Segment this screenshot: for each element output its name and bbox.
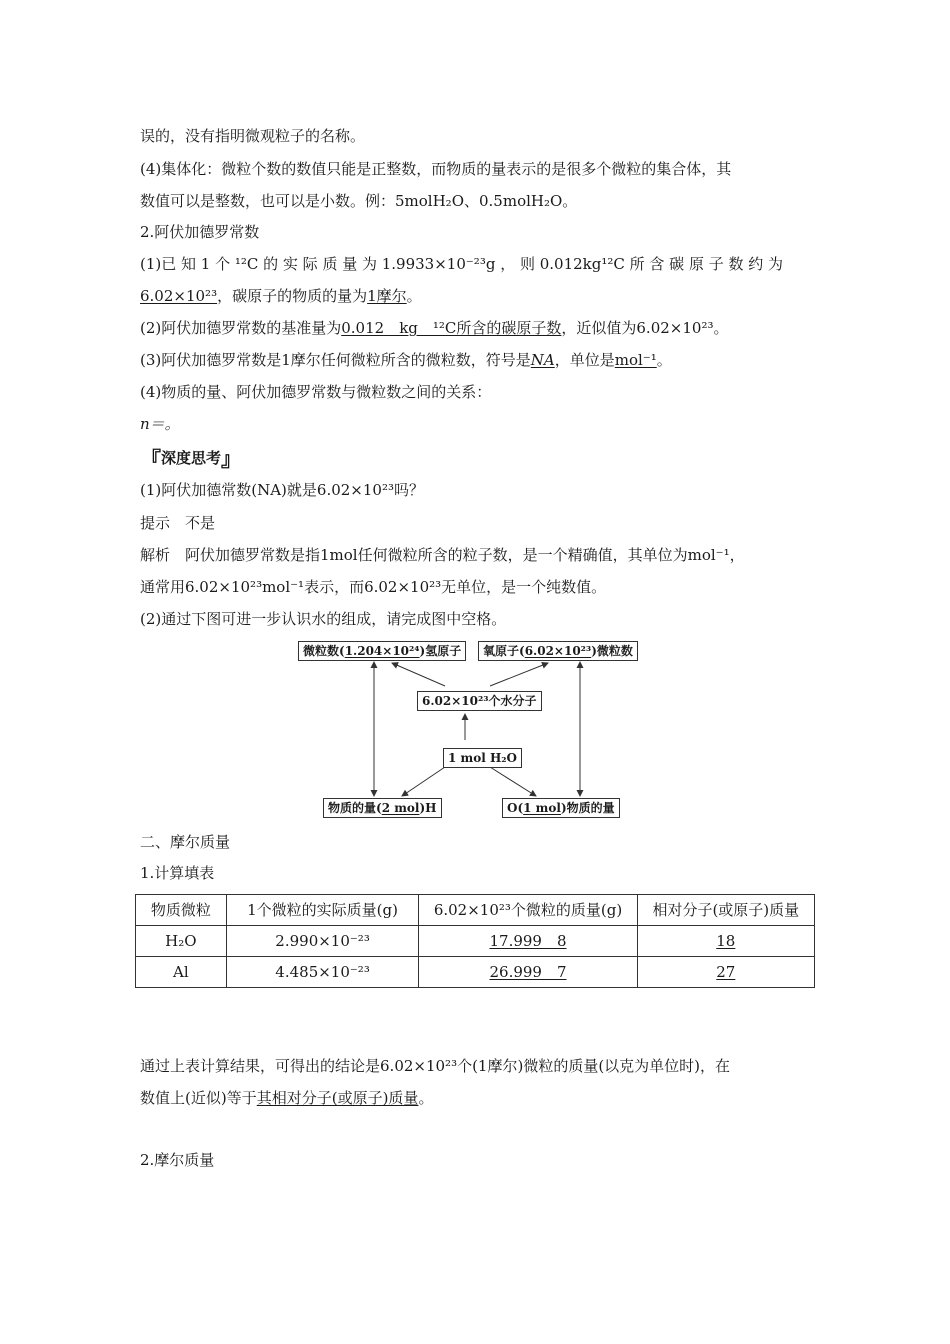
table-cell xyxy=(419,926,637,957)
table-cell xyxy=(419,957,637,988)
diagram-arrows xyxy=(290,638,660,822)
answer-blank: NA xyxy=(530,351,555,369)
water-composition-diagram xyxy=(290,638,660,822)
answer-blank: 17.999 8 xyxy=(489,932,567,950)
hydrogen-atom-count-box xyxy=(298,641,466,661)
subsection-heading: 1.计算填表 xyxy=(140,864,215,882)
box-text: )物质的量 xyxy=(560,801,615,815)
paragraph-line xyxy=(140,318,728,338)
analysis-line: 解析 阿伏加德罗常数是指1mol任何微粒所含的粒子数，是一个精确值，其单位为mol⁻¹， xyxy=(140,546,745,564)
paragraph-line: 误的，没有指明微观粒子的名称。 xyxy=(140,127,366,145)
text-run: (3)阿伏加德罗常数是1摩尔任何微粒所含的微粒数，符号是 xyxy=(140,351,531,369)
answer-blank: 2 mol xyxy=(381,801,420,815)
box-text: )微粒数 xyxy=(591,644,633,658)
formula-line: n＝。 xyxy=(140,415,180,433)
table-cell: H₂O xyxy=(136,926,227,957)
subsection-heading: 2.摩尔质量 xyxy=(140,1151,215,1169)
text-run: (2)阿伏加德罗常数的基准量为 xyxy=(140,319,342,337)
hydrogen-amount-box xyxy=(323,798,442,818)
answer-blank: 1 mol xyxy=(523,801,561,815)
paragraph-line: (4)集体化：微粒个数的数值只能是正整数，而物质的量表示的是很多个微粒的集合体，其 xyxy=(140,160,732,178)
text-run: 。 xyxy=(418,1089,434,1107)
table-header-cell: 物质微粒 xyxy=(136,895,227,926)
answer-blank: 27 xyxy=(716,963,736,981)
calculation-table xyxy=(135,894,815,988)
paragraph-line: 通过上表计算结果，可得出的结论是6.02×10²³个(1摩尔)微粒的质量(以克为单位时)，在 xyxy=(140,1057,731,1075)
answer-blank: mol⁻¹ xyxy=(614,351,657,369)
question-line: (2)通过下图可进一步认识水的组成，请完成图中空格。 xyxy=(140,610,507,628)
text-run: ，近似值为6.02×10²³。 xyxy=(561,319,729,337)
text-run: 。 xyxy=(656,351,672,369)
paragraph-line xyxy=(140,286,422,306)
table-row xyxy=(136,926,815,957)
table-header-cell: 6.02×10²³个微粒的质量(g) xyxy=(419,895,637,926)
analysis-line: 通常用6.02×10²³mol⁻¹表示，而6.02×10²³无单位，是一个纯数值。 xyxy=(140,578,607,596)
answer-blank: 6.02×10²³ xyxy=(524,644,592,658)
text-run: ，单位是 xyxy=(554,351,615,369)
left-bracket-icon: 『 xyxy=(141,446,161,471)
answer-blank: 6.02×10²³ xyxy=(140,287,218,305)
section-heading: 二、摩尔质量 xyxy=(140,833,231,851)
right-bracket-icon: 』 xyxy=(221,446,242,471)
table-header-cell: 相对分子(或原子)质量 xyxy=(637,895,814,926)
paragraph-line: (4)物质的量、阿伏加德罗常数与微粒数之间的关系： xyxy=(140,383,492,401)
box-text: O( xyxy=(507,801,524,815)
deep-thinking-tag xyxy=(141,445,241,469)
oxygen-amount-box xyxy=(502,798,620,818)
table-cell: 4.485×10⁻²³ xyxy=(226,957,419,988)
text-run: ，碳原子的物质的量为 xyxy=(217,287,368,305)
one-mol-water-box: 1 mol H₂O xyxy=(443,748,522,768)
text-run: 。 xyxy=(406,287,422,305)
tag-title: 深度思考 xyxy=(161,448,222,467)
box-text: 微粒数( xyxy=(303,644,345,658)
answer-blank: 26.999 7 xyxy=(489,963,567,981)
water-molecules-box: 6.02×10²³个水分子 xyxy=(417,691,542,711)
question-line: (1)阿伏加德常数(NA)就是6.02×10²³吗？ xyxy=(140,481,424,499)
box-text: 物质的量( xyxy=(328,801,382,815)
table-cell: Al xyxy=(136,957,227,988)
answer-blank: 1摩尔 xyxy=(367,287,407,305)
answer-blank: 其相对分子(或原子)质量 xyxy=(256,1089,419,1107)
paragraph-line xyxy=(140,1088,433,1108)
answer-blank: 0.012 kg ¹²C所含的碳原子数 xyxy=(341,319,562,337)
hint-line: 提示 不是 xyxy=(140,514,216,532)
table-header-cell: 1个微粒的实际质量(g) xyxy=(226,895,419,926)
paragraph-line xyxy=(140,350,672,370)
table-header-row xyxy=(136,895,815,926)
section-heading: 2.阿伏加德罗常数 xyxy=(140,223,260,241)
paragraph-line: 数值可以是整数，也可以是小数。例：5molH₂O、0.5molH₂O。 xyxy=(140,192,578,210)
answer-blank: 1.204×10²⁴ xyxy=(344,644,420,658)
box-text: 氧原子( xyxy=(483,644,525,658)
table-row xyxy=(136,957,815,988)
table-cell: 2.990×10⁻²³ xyxy=(226,926,419,957)
text-run: 数值上(近似)等于 xyxy=(140,1089,257,1107)
table-cell xyxy=(637,957,814,988)
answer-blank: 18 xyxy=(716,932,736,950)
oxygen-atom-count-box xyxy=(478,641,638,661)
box-text: )氢原子 xyxy=(419,644,462,658)
box-text: )H xyxy=(419,801,437,815)
paragraph-line: (1)已 知 1 个 ¹²C 的 实 际 质 量 为 1.9933×10⁻²³g ， 则 0.012kg¹²C 所 含 碳 原 子 数 约 为 xyxy=(140,255,784,273)
table-cell xyxy=(637,926,814,957)
